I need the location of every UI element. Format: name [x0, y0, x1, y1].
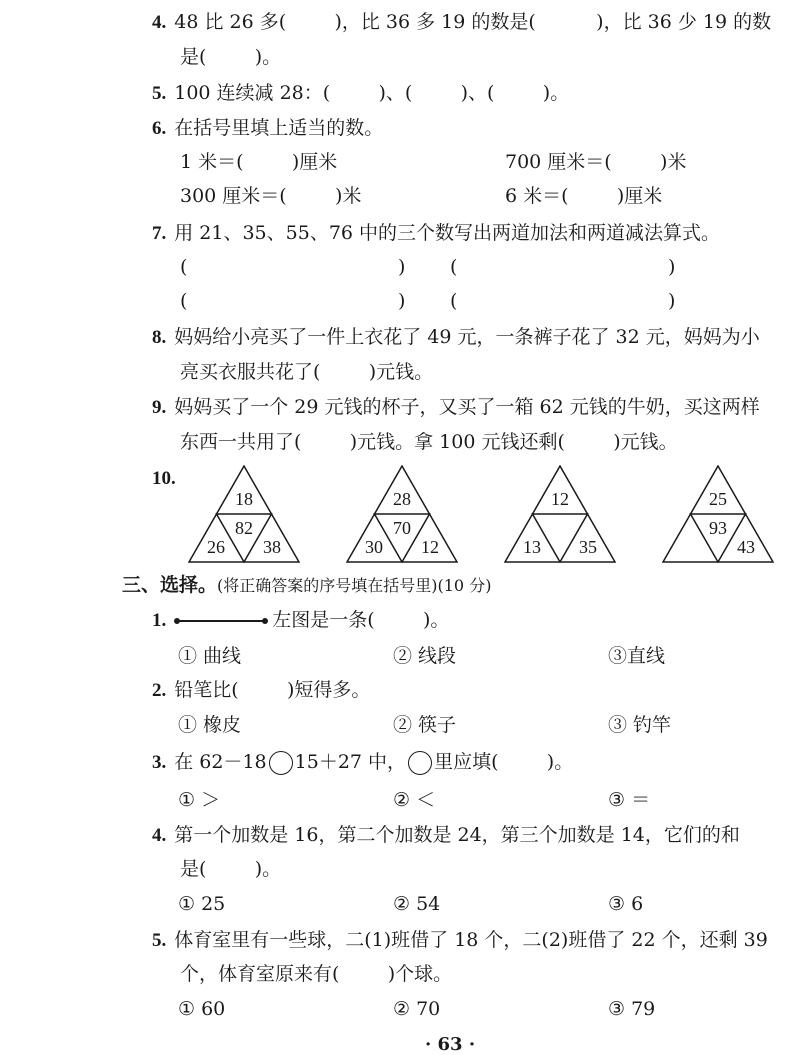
- c4-text1: 第一个加数是 16，第二个加数是 24，第三个加数是 14，它们的和: [174, 824, 740, 846]
- c3-line: [152, 750, 573, 775]
- c1-line: [152, 608, 449, 633]
- q7-blank-4-open: (: [450, 290, 458, 312]
- q6-text: 在括号里填上适当的数。: [174, 117, 384, 139]
- q6-item-c: 300 厘米＝( )米: [180, 185, 362, 207]
- number-triangle: [504, 465, 616, 563]
- c3-text-2: 15＋27 中，: [294, 751, 407, 773]
- q4-line2: 是( )。: [180, 46, 282, 68]
- c5-line2: 个，体育室原来有( )个球。: [180, 963, 453, 985]
- q6-item-d: 6 米＝( )厘米: [505, 185, 663, 207]
- q4-number: 4.: [152, 12, 167, 33]
- q8-text1: 妈妈给小亮买了一件上衣花了 49 元，一条裤子花了 32 元，妈妈为小: [174, 326, 760, 348]
- c2-text: 铅笔比( )短得多。: [174, 679, 371, 701]
- q6-item-b: 700 厘米＝( )米: [505, 151, 687, 173]
- c3-option-3: ③ ＝: [608, 789, 651, 811]
- c5-number: 5.: [152, 930, 167, 951]
- c4-number: 4.: [152, 825, 167, 846]
- q7-number: 7.: [152, 223, 167, 244]
- circle-blank: [269, 751, 293, 775]
- c1-option-1: ① 曲线: [178, 645, 242, 667]
- c3-option-1: ① ＞: [178, 789, 221, 811]
- q5-number: 5.: [152, 83, 167, 104]
- q7-blank-4-close: ): [668, 290, 676, 312]
- section3-header: [122, 573, 491, 598]
- q10-number: 10.: [152, 468, 176, 489]
- q4-line1: [152, 10, 771, 35]
- c1-option-3: ③直线: [608, 645, 666, 667]
- c2-option-3: ③ 钓竿: [608, 714, 672, 736]
- q5-text: 100 连续减 28：( )、( )、( )。: [174, 82, 570, 104]
- c1-text: 左图是一条( )。: [272, 609, 450, 631]
- q9-number: 9.: [152, 397, 167, 418]
- c4-option-3: ③ 6: [608, 893, 644, 915]
- c2-line: [152, 678, 370, 703]
- number-triangle: [662, 465, 774, 563]
- q7-blank-2-close: ): [668, 256, 676, 278]
- q9-line2: 东西一共用了( )元钱。拿 100 元钱还剩( )元钱。: [180, 431, 678, 453]
- q9-text1: 妈妈买了一个 29 元钱的杯子，又买了一箱 62 元钱的牛奶，买这两样: [174, 396, 760, 418]
- c3-text-1: 在 62－18: [174, 751, 267, 773]
- q8-number: 8.: [152, 327, 167, 348]
- triangle-left-number: 30: [365, 537, 383, 557]
- number-triangle: [346, 465, 458, 563]
- triangle-middle-number: 82: [235, 518, 253, 538]
- triangle-top-number: 25: [709, 489, 727, 509]
- c1-option-2: ② 线段: [393, 645, 457, 667]
- q7-blank-3-close: ): [398, 290, 406, 312]
- triangle-right-number: 38: [263, 537, 281, 557]
- q5-line: [152, 81, 569, 106]
- c2-number: 2.: [152, 680, 167, 701]
- q9-line1: [152, 395, 760, 420]
- triangle-top-number: 18: [235, 489, 253, 509]
- q6-line: [152, 116, 383, 141]
- c1-number: 1.: [152, 610, 167, 631]
- triangle-middle-number: 70: [393, 518, 411, 538]
- c4-line2: 是( )。: [180, 858, 282, 880]
- line-segment-figure: [174, 614, 268, 628]
- circle-symbol: [408, 751, 432, 775]
- c5-line1: [152, 928, 768, 953]
- q7-blank-1-close: ): [398, 256, 406, 278]
- c5-option-3: ③ 79: [608, 998, 656, 1020]
- section3-note: (将正确答案的序号填在括号里)(10 分): [217, 576, 492, 595]
- q8-line2: 亮买衣服共花了( )元钱。: [180, 361, 434, 383]
- c2-option-2: ② 筷子: [393, 714, 457, 736]
- c4-option-2: ② 54: [393, 893, 441, 915]
- triangle-middle-number: 93: [709, 518, 727, 538]
- page-number: · 63 ·: [425, 1034, 476, 1055]
- c2-option-1: ① 橡皮: [178, 714, 242, 736]
- q7-line: [152, 221, 720, 246]
- section3-title: 三、选择。: [122, 574, 218, 596]
- c5-option-2: ② 70: [393, 998, 441, 1020]
- c5-option-1: ① 60: [178, 998, 226, 1020]
- triangle-right-number: 35: [579, 537, 597, 557]
- c4-option-1: ① 25: [178, 893, 226, 915]
- triangle-right-number: 12: [421, 537, 439, 557]
- q6-number: 6.: [152, 118, 167, 139]
- q7-text: 用 21、35、55、76 中的三个数写出两道加法和两道减法算式。: [174, 222, 721, 244]
- q4-text1: 48 比 26 多( )，比 36 多 19 的数是( )，比 36 少 19 的数: [174, 11, 772, 33]
- triangle-left-number: 13: [523, 537, 541, 557]
- q7-blank-2-open: (: [450, 256, 458, 278]
- c4-line1: [152, 823, 740, 848]
- c3-text-3: 里应填( )。: [434, 751, 574, 773]
- q7-blank-3-open: (: [180, 290, 188, 312]
- triangle-top-number: 28: [393, 489, 411, 509]
- c5-text1: 体育室里有一些球，二(1)班借了 18 个，二(2)班借了 22 个，还剩 39: [174, 929, 768, 951]
- q6-item-a: 1 米＝( )厘米: [180, 151, 338, 173]
- c3-number: 3.: [152, 752, 167, 773]
- q8-line1: [152, 325, 760, 350]
- q7-blank-1-open: (: [180, 256, 188, 278]
- c3-option-2: ② ＜: [393, 789, 436, 811]
- number-triangle: [188, 465, 300, 563]
- triangle-right-number: 43: [737, 537, 755, 557]
- triangle-top-number: 12: [551, 489, 569, 509]
- triangle-left-number: 26: [207, 537, 225, 557]
